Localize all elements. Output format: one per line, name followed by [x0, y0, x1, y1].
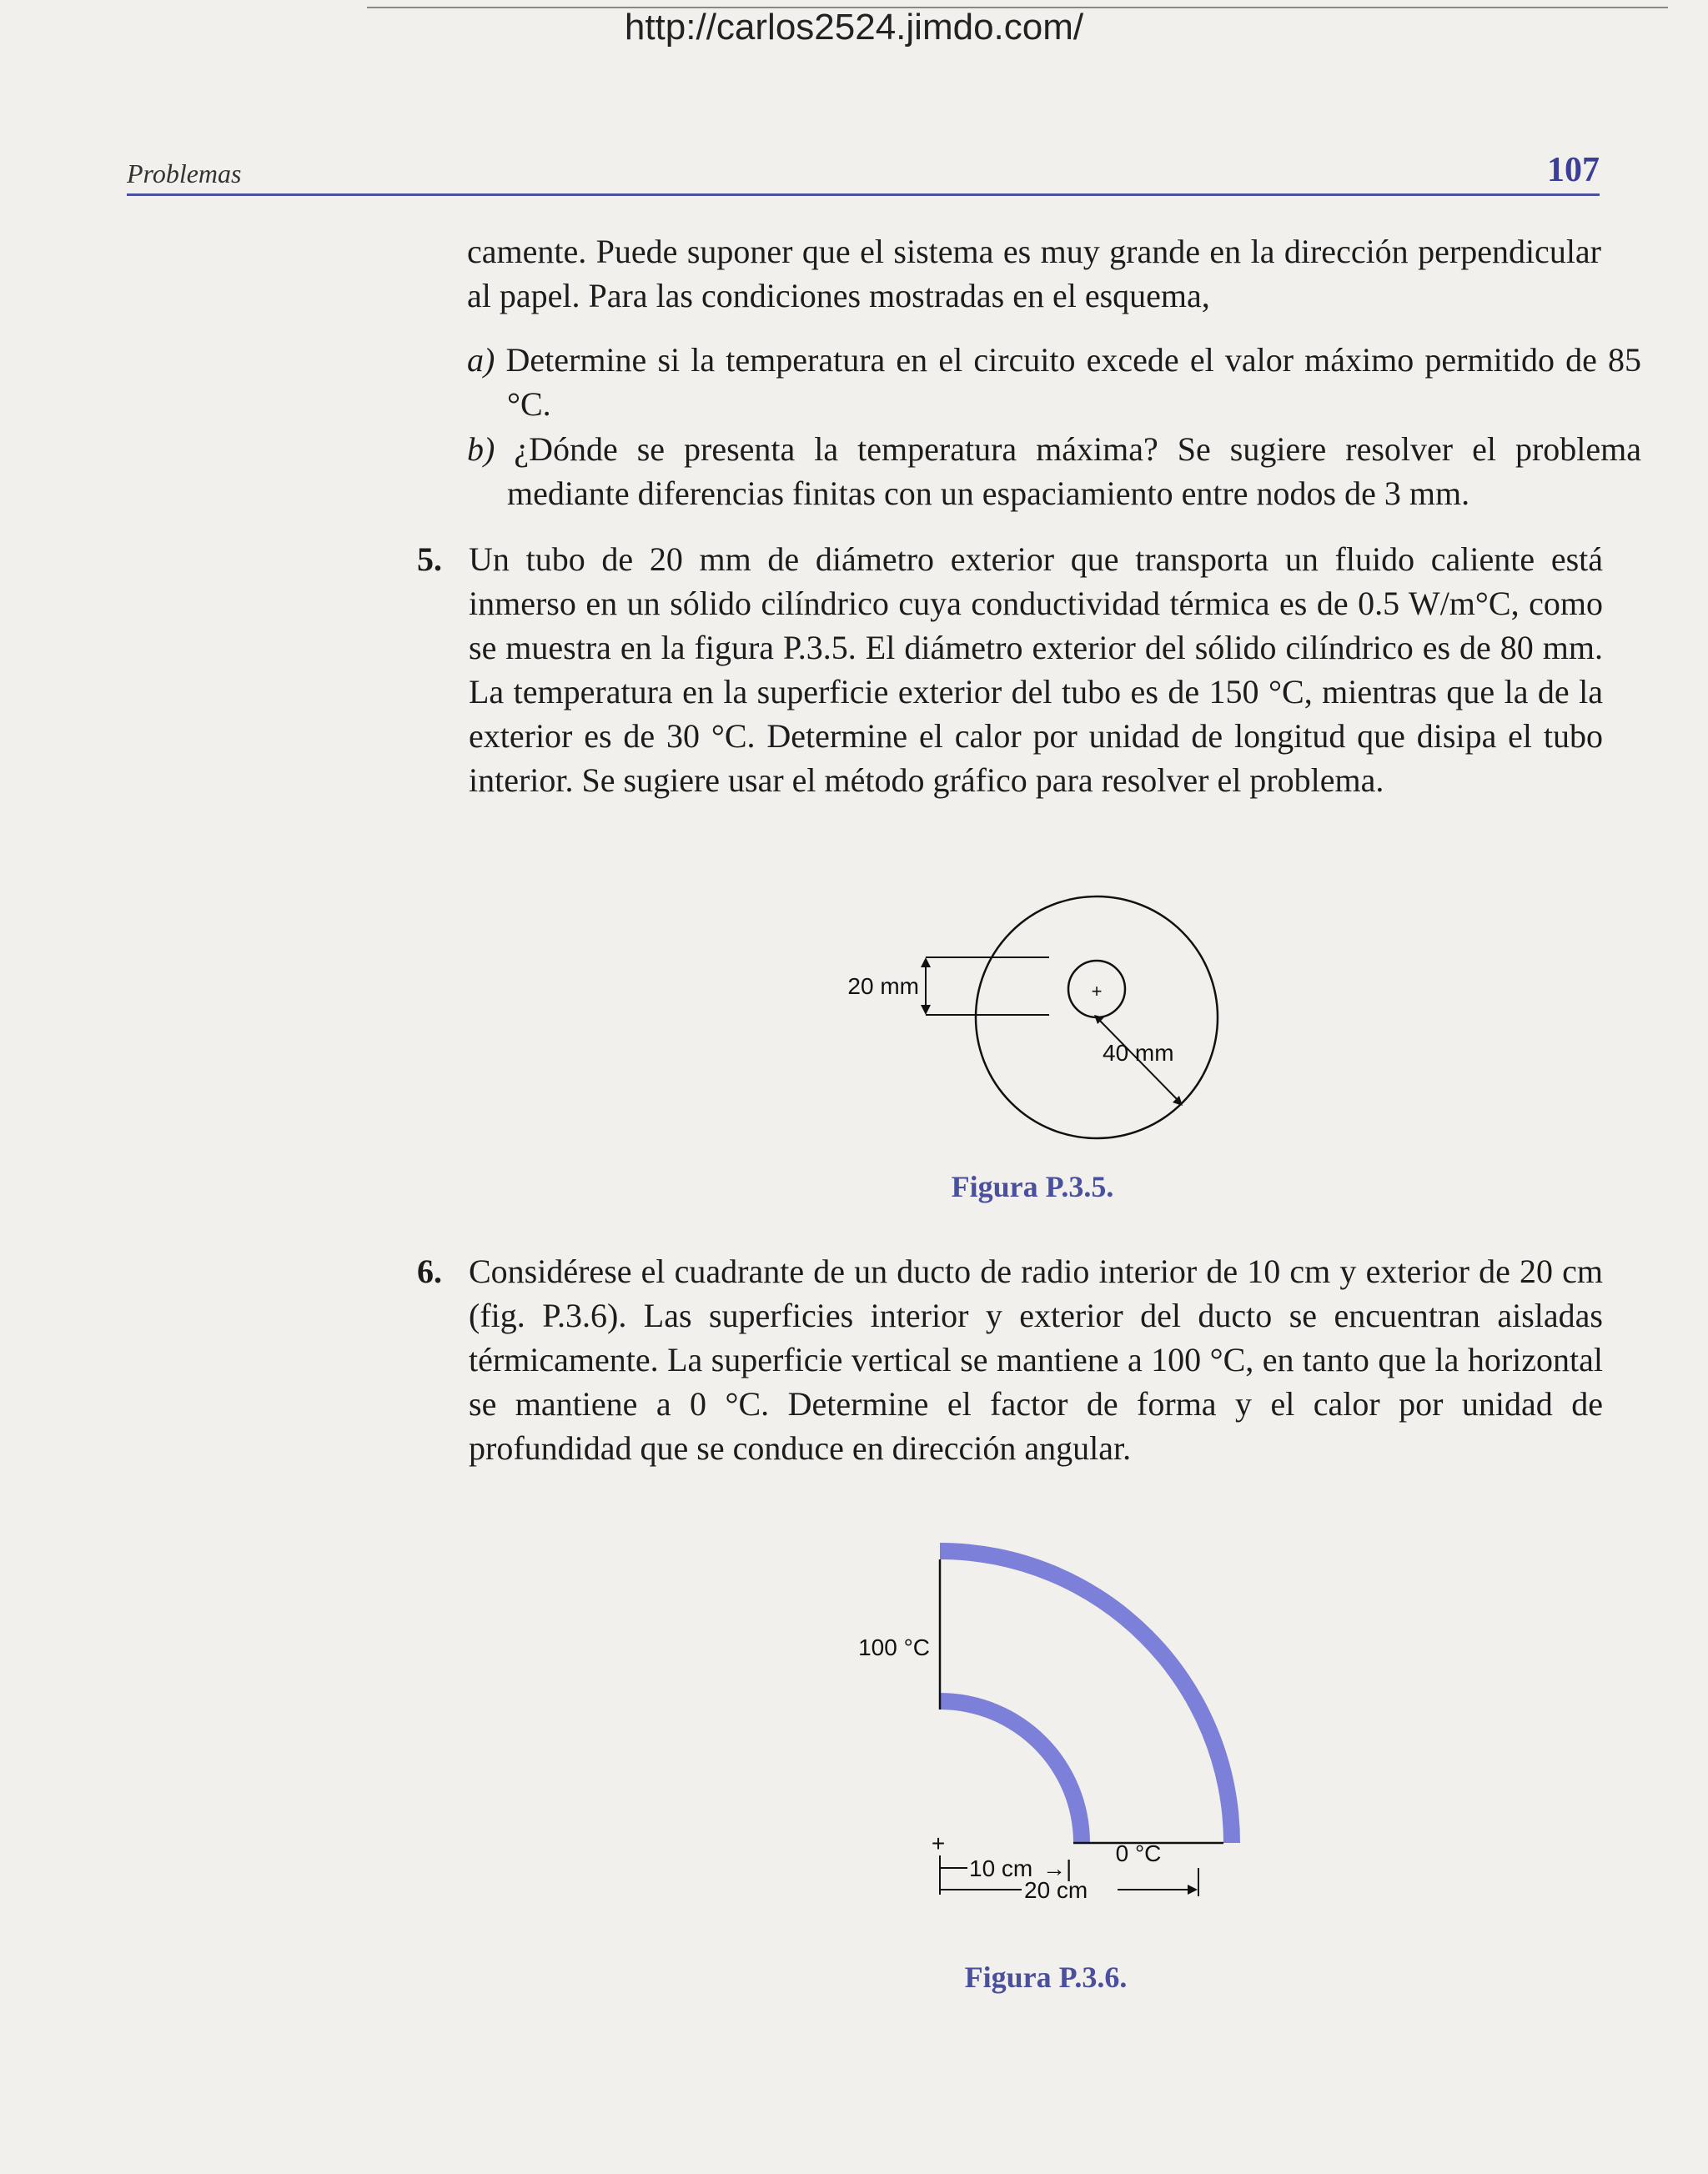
item-a: [467, 338, 1641, 426]
label-40mm: 40 mm: [1103, 1040, 1174, 1066]
header-rule: [127, 193, 1600, 196]
center-mark: +: [931, 1830, 946, 1856]
problem-6: [417, 1249, 1603, 1470]
center-mark: +: [1091, 981, 1103, 1002]
item-a-label: a): [467, 341, 495, 379]
item-b: [467, 427, 1641, 515]
item-b-label: b): [467, 430, 495, 468]
figure-p36: [834, 1534, 1268, 1918]
problem-5: [417, 537, 1603, 802]
inner-insulation: [940, 1693, 1090, 1843]
label-20cm: 20 cm: [1024, 1877, 1088, 1903]
figure-p35: [826, 884, 1243, 1151]
dim-arrow-20cm: [1188, 1885, 1198, 1895]
arrow-10cm: →|: [1042, 1855, 1073, 1881]
problem-5-number: 5.: [417, 540, 442, 578]
item-a-text: Determine si la temperatura en el circuito excede el valor máximo permitido de 85 °C.: [505, 341, 1641, 423]
label-0c: 0 °C: [1115, 1840, 1162, 1866]
running-head: Problemas: [127, 158, 242, 188]
page-number: 107: [1547, 151, 1600, 189]
dim-arrow-down: [921, 1005, 931, 1015]
label-10cm: 10 cm: [969, 1855, 1033, 1881]
figure-p36-caption: Figura P.3.6.: [964, 1961, 1128, 1994]
label-20mm: 20 mm: [847, 973, 919, 999]
dim-arrow-up: [921, 957, 931, 967]
source-url[interactable]: http://carlos2524.jimdo.com/: [624, 7, 1084, 48]
problem-6-text: Considérese el cuadrante de un ducto de radio interior de 10 cm y exterior de 20 cm (fig. P.3.6). Las superficies interior y exterior del ducto se encuentran aisladas térmicamente. La superficie vertical se mantiene a 100 °C, en tanto que la horizontal se mantiene a 0 °C. Determine el factor de forma y el calor por unidad de profundidad que se conduce en dirección angular.: [469, 1253, 1603, 1467]
outer-insulation: [940, 1543, 1240, 1843]
problem-5-text: Un tubo de 20 mm de diámetro exterior que transporta un fluido caliente está inmerso en un sólido cilíndrico cuya conductividad térmica es de 0.5 W/m°C, como se muestra en la figura P.3.5. El diámetro exterior del sólido cilíndrico es de 80 mm. La temperatura en la superficie exterior del tubo es de 150 °C, mientras que la de la exterior es de 30 °C. Determine el calor por unidad de longitud que disipa el tubo interior. Se sugiere usar el método gráfico para resolver el problema.: [469, 540, 1603, 799]
intro-paragraph: camente. Puede suponer que el sistema es muy grande en la dirección perpendicular al papel. Para las condiciones mostradas en el esquema,: [467, 233, 1601, 314]
label-100c: 100 °C: [858, 1634, 930, 1660]
item-b-text: ¿Dónde se presenta la temperatura máxima? Se sugiere resolver el problema mediante diferencias finitas con un espaciamiento entre nodos de 3 mm.: [507, 430, 1641, 512]
figure-p35-caption: Figura P.3.5.: [951, 1170, 1114, 1203]
problem-6-number: 6.: [417, 1253, 442, 1290]
